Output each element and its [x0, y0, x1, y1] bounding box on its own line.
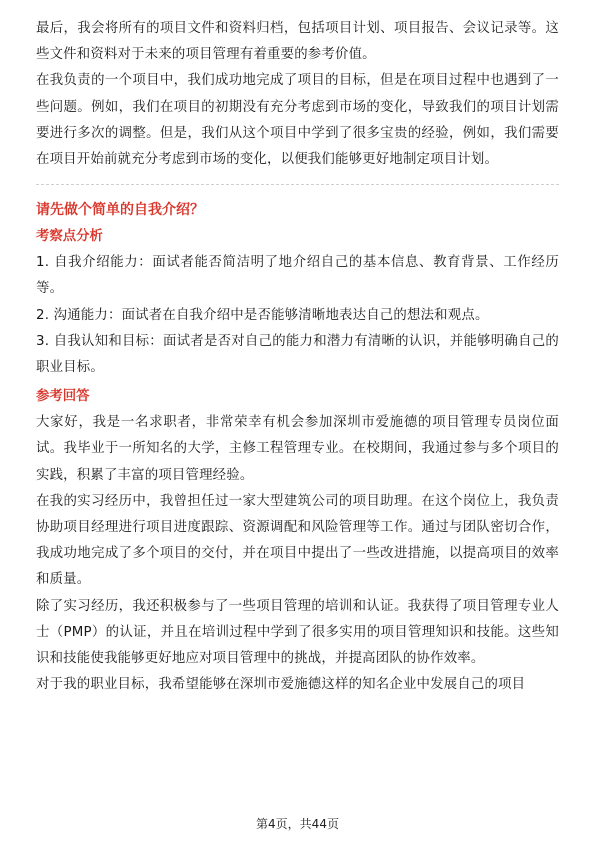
paragraph-project-experience: 在我负责的一个项目中，我们成功地完成了项目的目标，但是在项目过程中也遇到了一些问题。例如，我们在项目的初期没有充分考虑到市场的变化，导致我们的项目计划需要进行多次的调整。但是，我们从这个项目中学到了很多宝贵的经验，例如，我们需要在项目开始前就充分考虑到市场的变化，以便我们能够更好地制定项目计划。: [36, 73, 559, 168]
section-divider: [36, 184, 559, 185]
paragraph-archive: 最后，我会将所有的项目文件和资料归档，包括项目计划、项目报告、会议记录等。这些文件和资料对于未来的项目管理有着重要的参考价值。: [36, 21, 559, 63]
answer-paragraph: 大家好，我是一名求职者，非常荣幸有机会参加深圳市爱施德的项目管理专员岗位面试。我毕业于一所知名的大学，主修工程管理专业。在校期间，我通过参与多个项目的实践，积累了丰富的项目管理经验。: [36, 415, 559, 483]
document-page: [36, 16, 559, 698]
page-number-footer: 第4页，共44页: [256, 817, 339, 831]
question-heading: 请先做个简单的自我介绍？: [36, 202, 204, 219]
analysis-item: 1. 自我介绍能力：面试者能否简洁明了地介绍自己的基本信息、教育背景、工作经历等。: [36, 255, 559, 297]
answer-heading: 参考回答: [36, 389, 90, 405]
answer-paragraph: 除了实习经历，我还积极参与了一些项目管理的培训和认证。我获得了项目管理专业人士（PMP）的认证，并且在培训过程中学到了很多实用的项目管理知识和技能。这些知识和技能使我能够更好地应对项目管理中的挑战，并提高团队的协作效率。: [36, 598, 559, 667]
analysis-item: 2. 沟通能力：面试者在自我介绍中是否能够清晰地表达自己的想法和观点。: [36, 307, 489, 323]
answer-paragraph: 在我的实习经历中，我曾担任过一家大型建筑公司的项目助理。在这个岗位上，我负责协助项目经理进行项目进度跟踪、资源调配和风险管理等工作。通过与团队密切合作，我成功地完成了多个项目的交付，并在项目中提出了一些改进措施，以提高项目的效率和质量。: [36, 493, 559, 588]
analysis-item: 3. 自我认知和目标：面试者是否对自己的能力和潜力有清晰的认识，并能够明确自己的职业目标。: [36, 333, 559, 376]
answer-paragraph: 对于我的职业目标，我希望能够在深圳市爱施德这样的知名企业中发展自己的项目: [36, 677, 526, 693]
analysis-heading: 考察点分析: [36, 229, 103, 245]
